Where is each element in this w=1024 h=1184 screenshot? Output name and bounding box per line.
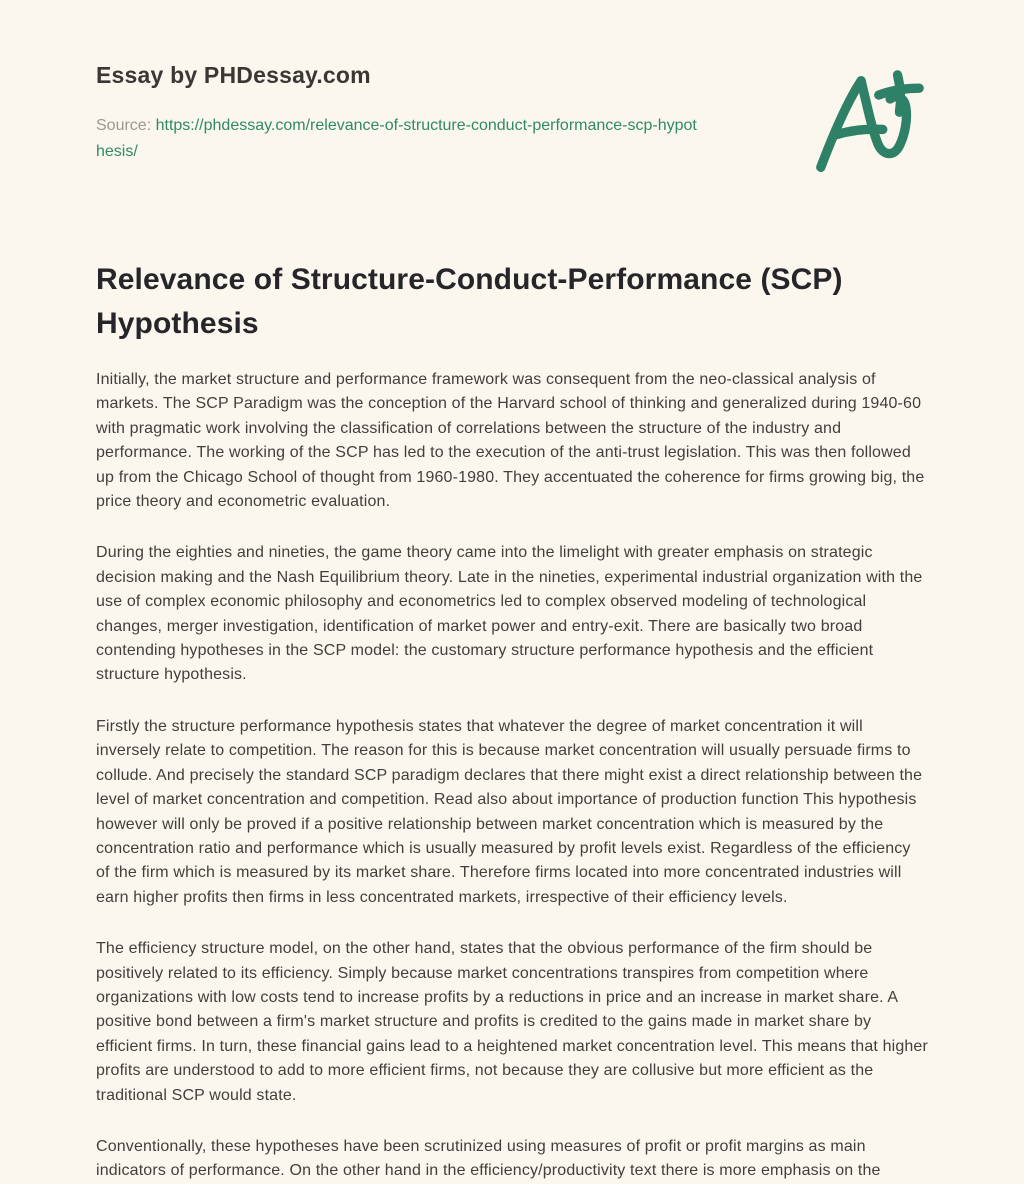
article-title: Relevance of Structure-Conduct-Performance (SCP) Hypothesis xyxy=(96,263,843,340)
article-paragraph: Firstly the structure performance hypothesis states that whatever the degree of market concentration it will inversely relate to competition. The reason for this is because market concentration will usually persuade firms to collude. And precisely the standard SCP paradigm declares that there might exist a direct relationship between the level of market concentration and competition. Read also about importance of production function This hypothesis however will only be proved if a positive relationship between market concentration which is measured by the concentration ratio and performance which is usually measured by profit levels exist. Regardless of the efficiency of the firm which is measured by its market share. Therefore firms located into more concentrated industries will earn higher profits then firms in less concentrated markets, irrespective of their efficiency levels. xyxy=(96,717,923,906)
phdessay-a-plus-logo-icon xyxy=(808,68,928,186)
article-paragraph: The efficiency structure model, on the other hand, states that the obvious performance of the firm should be positively related to its efficiency. Simply because market concentrations transpires from competition where organizations with low costs tend to increase profits by a reductions in price and an increase in market share. A positive bond between a firm's market structure and profits is credited to the gains made in market share by efficient firms. In turn, these financial gains lead to a heightened market concentration level. This means that higher profits are understood to add to more efficient firms, not because they are collusive but more efficient as the traditional SCP would state. xyxy=(96,940,928,1104)
article-paragraph: Initially, the market structure and performance framework was consequent from the neo-classical analysis of markets. The SCP Paradigm was the conception of the Harvard school of thinking and generalized during 1940-60 with pragmatic work involving the classification of correlations between the structure of the industry and performance. The working of the SCP has led to the execution of the anti-trust legislation. This was then followed up from the Chicago School of thought from 1960-1980. They accentuated the coherence for firms growing big, the price theory and econometric evaluation. xyxy=(96,371,925,511)
page-header xyxy=(96,60,928,186)
source-line xyxy=(96,113,704,165)
article-body xyxy=(96,368,928,1184)
site-header-title: Essay by PHDessay.com xyxy=(96,62,371,88)
article-paragraph: Conventionally, these hypotheses have been scrutinized using measures of profit or profit margins as main indicators of performance. On the other hand in the efficiency/productivity text there is more emphasis on the xyxy=(96,1137,881,1180)
source-url-link[interactable]: https://phdessay.com/relevance-of-structure-conduct-performance-scp-hypothesis/ xyxy=(96,117,697,160)
source-label: Source: xyxy=(96,117,156,134)
article-paragraph: During the eighties and nineties, the game theory came into the limelight with greater emphasis on strategic decision making and the Nash Equilibrium theory. Late in the nineties, experimental industrial organization with the use of complex economic philosophy and econometrics led to complex observed modeling of technological changes, merger investigation, identification of market power and entry-exit. There are basically two broad contending hypotheses in the SCP model: the customary structure performance hypothesis and the efficient structure hypothesis. xyxy=(96,544,923,684)
header-text-block xyxy=(96,60,736,165)
